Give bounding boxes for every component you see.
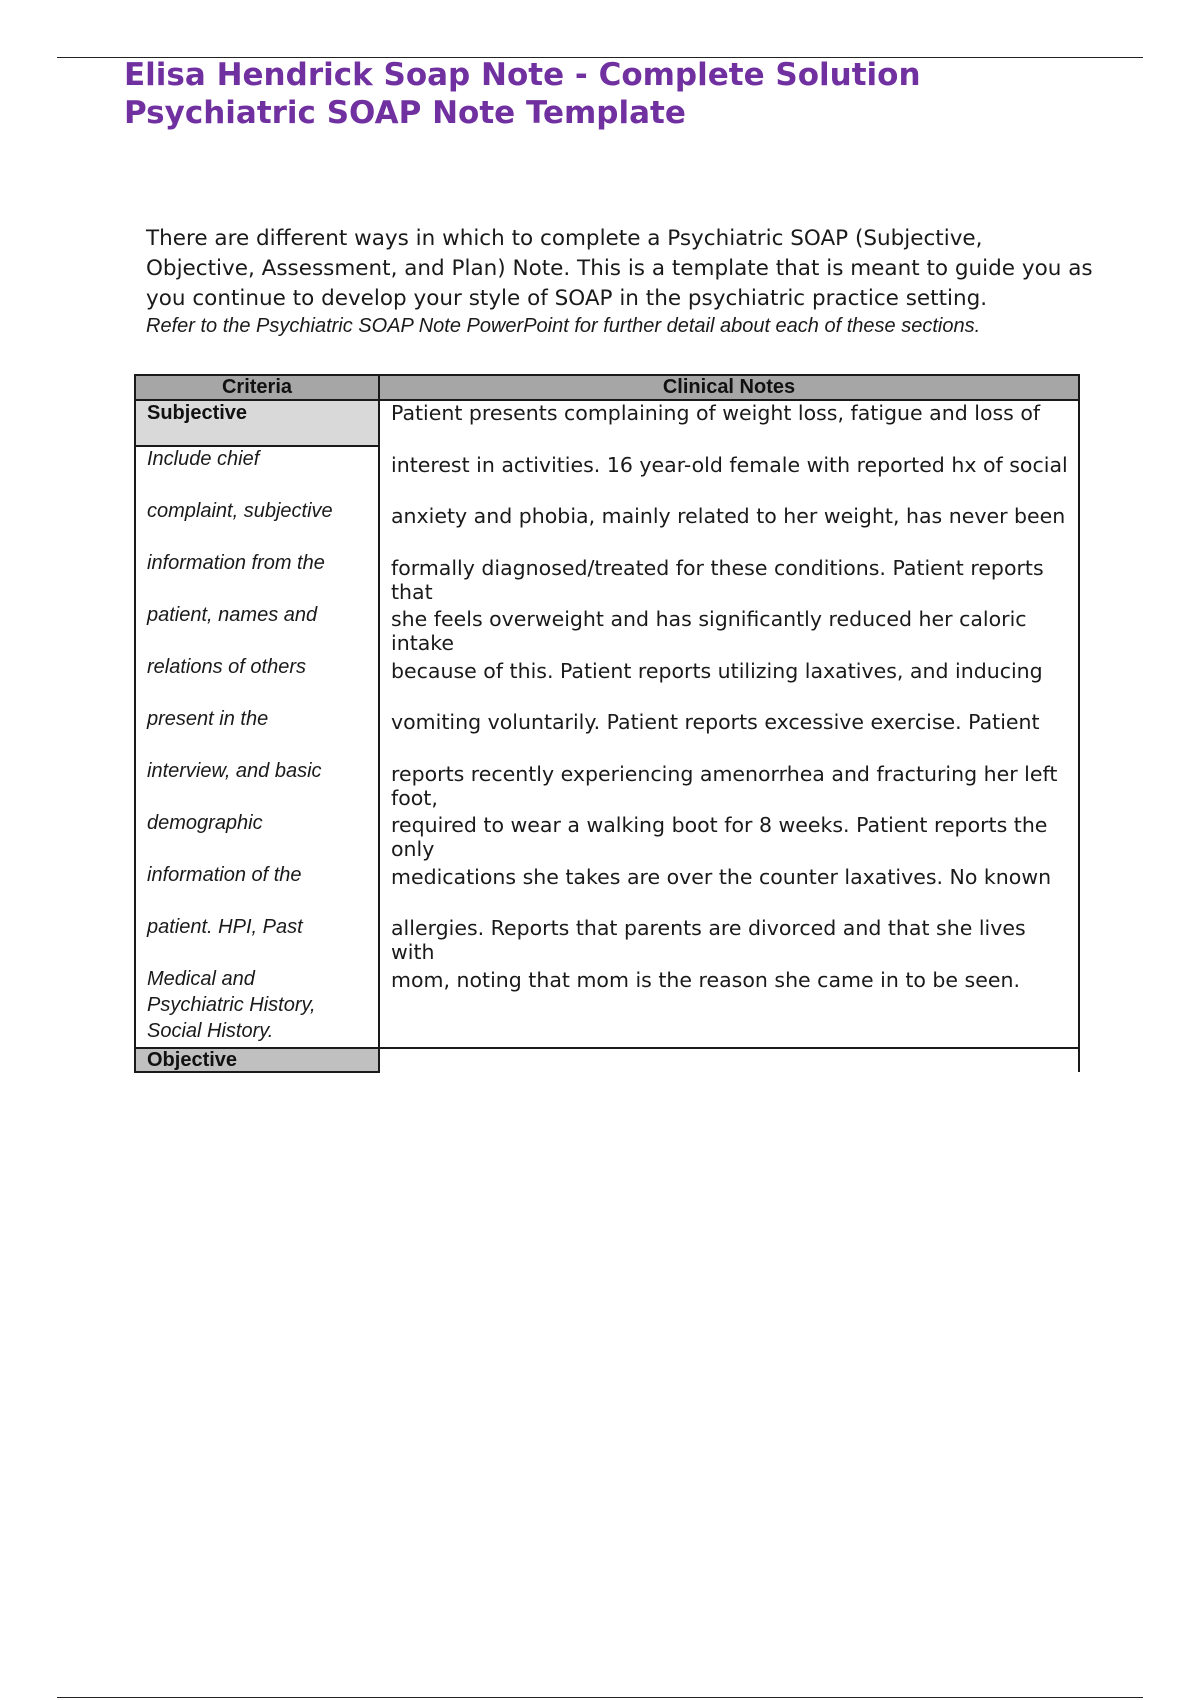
- criteria-line: information of the: [147, 864, 302, 886]
- objective-clinical-notes: [379, 1048, 1079, 1072]
- criteria-line: Psychiatric History,: [147, 994, 316, 1016]
- note-line: required to wear a walking boot for 8 weeks. Patient reports the only: [391, 813, 1048, 861]
- criteria-line: present in the: [147, 708, 269, 730]
- note-line: she feels overweight and has significantly reduced her caloric intake: [391, 607, 1027, 655]
- note-line: reports recently experiencing amenorrhea and fracturing her left foot,: [391, 761, 1058, 810]
- criteria-line: relations of others: [147, 656, 306, 678]
- title-line-2: Psychiatric SOAP Note Template: [124, 95, 686, 131]
- criteria-line: Include chief: [147, 448, 260, 470]
- document-title: [124, 56, 1124, 132]
- intro-paragraph: There are different ways in which to complete a Psychiatric SOAP (Subjective, Objective, Assessment, and Plan) Note. This is a template that is meant to guide you as you continue to develop your style of SOAP in the psychiatric practice setting.: [146, 226, 1093, 311]
- note-line: interest in activities. 16 year-old female with reported hx of social: [391, 452, 1068, 477]
- note-line: formally diagnosed/treated for these conditions. Patient reports that: [391, 555, 1044, 604]
- note-line: Patient presents complaining of weight loss, fatigue and loss of: [391, 401, 1041, 425]
- intro-reference-note: Refer to the Psychiatric SOAP Note PowerPoint for further detail about each of these sections.: [146, 315, 981, 337]
- subjective-clinical-notes: [379, 400, 1079, 1048]
- header-clinical-notes: Clinical Notes: [379, 375, 1079, 400]
- objective-label: Objective: [135, 1048, 379, 1072]
- note-line: anxiety and phobia, mainly related to her weight, has never been: [391, 504, 1066, 528]
- subjective-label-row: [135, 400, 1079, 446]
- criteria-line: Medical and: [147, 968, 255, 990]
- criteria-line: demographic: [147, 812, 263, 834]
- table-header-row: [135, 375, 1079, 400]
- criteria-line: complaint, subjective: [147, 500, 333, 522]
- criteria-line: interview, and basic: [147, 760, 322, 782]
- note-line: because of this. Patient reports utilizing laxatives, and inducing: [391, 658, 1043, 683]
- subjective-criteria-description: [135, 446, 379, 1048]
- criteria-line: Social History.: [147, 1020, 274, 1042]
- criteria-line: information from the: [147, 552, 325, 574]
- criteria-line: patient, names and: [147, 604, 318, 626]
- soap-table: [134, 374, 1080, 1073]
- note-line: medications she takes are over the counter laxatives. No known: [391, 864, 1052, 889]
- objective-row: [135, 1048, 1079, 1072]
- subjective-label: Subjective: [135, 400, 379, 446]
- title-line-1: Elisa Hendrick Soap Note - Complete Solution: [124, 57, 921, 93]
- header-criteria: Criteria: [135, 375, 379, 400]
- intro-section: [146, 224, 1096, 340]
- bottom-rule: [57, 1697, 1143, 1698]
- note-line: mom, noting that mom is the reason she came in to be seen.: [391, 967, 1020, 992]
- note-line: allergies. Reports that parents are divorced and that she lives with: [391, 916, 1026, 964]
- criteria-line: patient. HPI, Past: [147, 916, 303, 938]
- note-line: vomiting voluntarily. Patient reports excessive exercise. Patient: [391, 710, 1040, 734]
